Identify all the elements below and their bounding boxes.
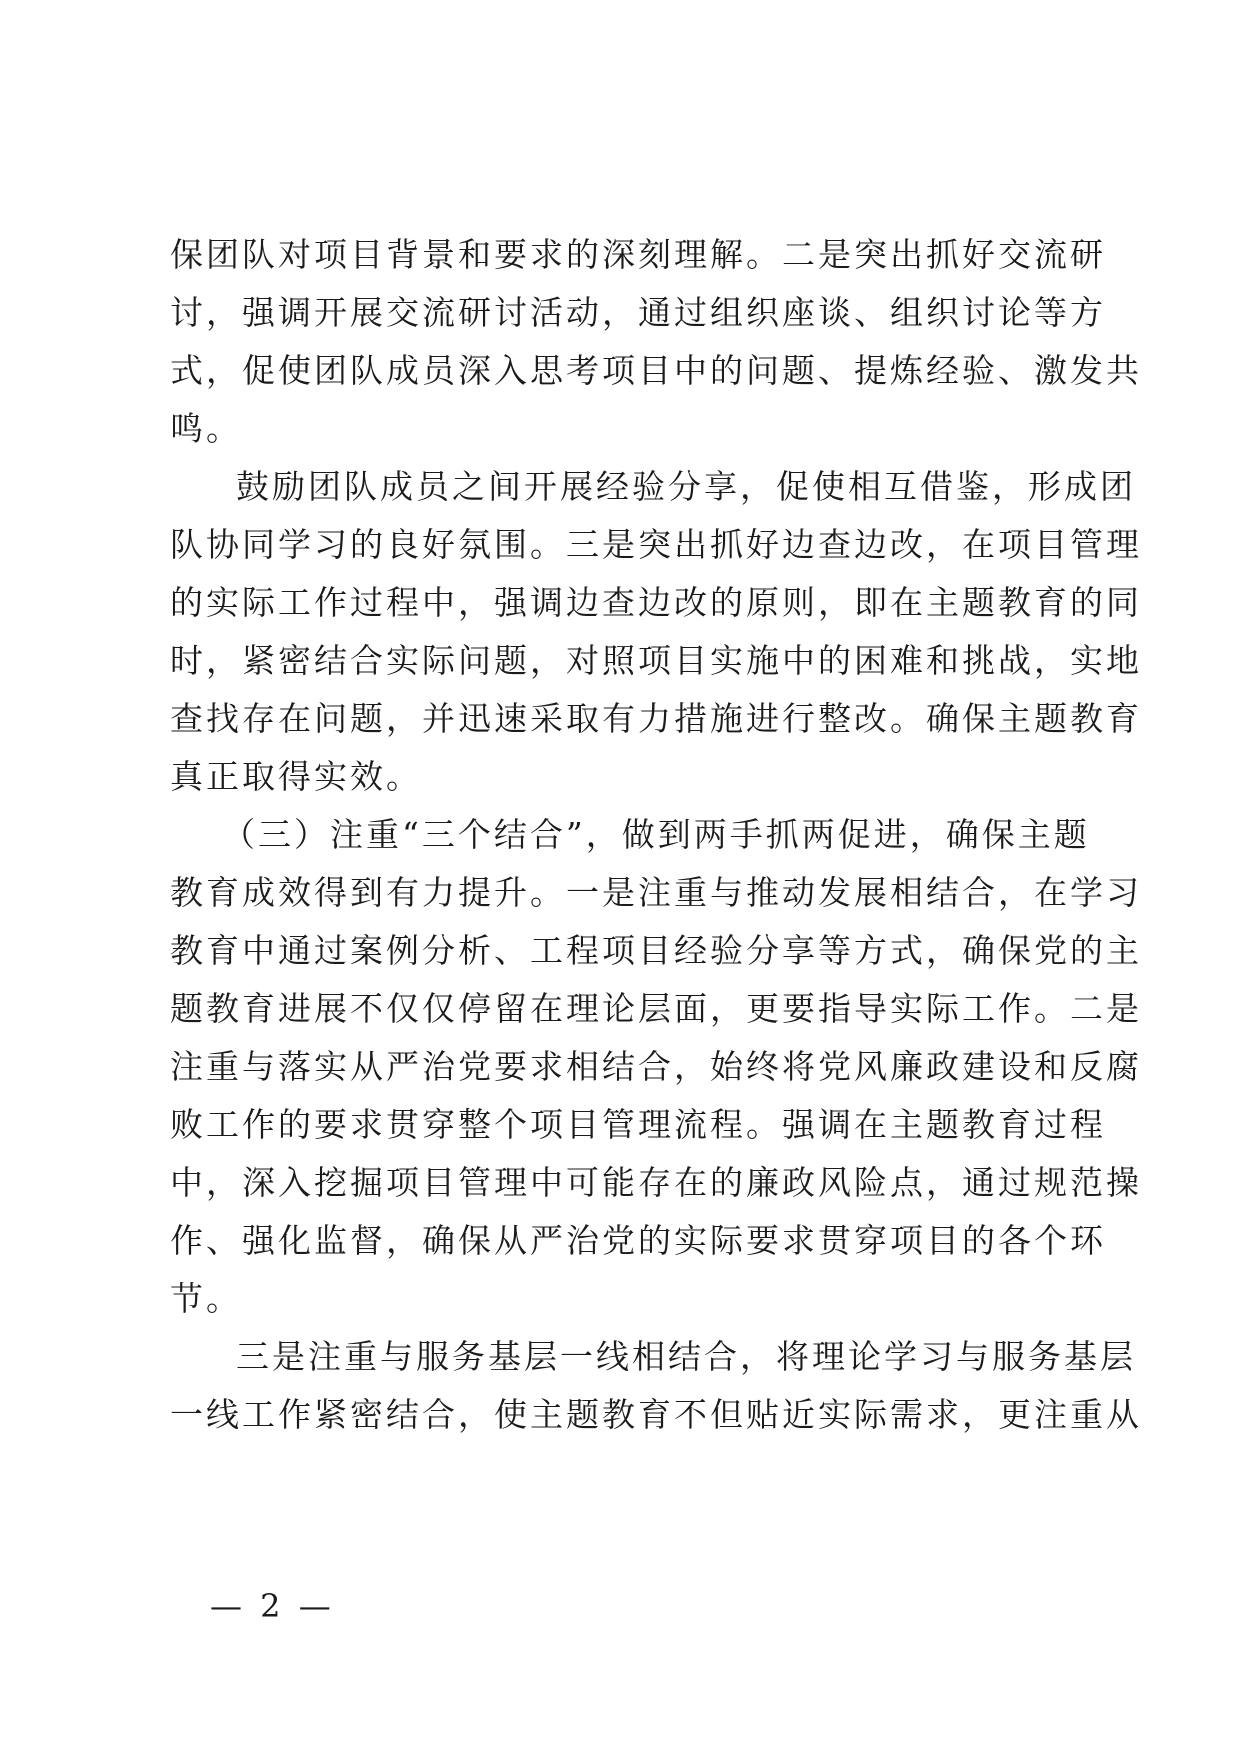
text-line: 三是注重与服务基层一线相结合，将理论学习与服务基层 bbox=[236, 1337, 1136, 1376]
text-line: 注重与落实从严治党要求相结合，始终将党风廉政建设和反腐 bbox=[170, 1047, 1142, 1086]
text-line: （三）注重“三个结合”，做到两手抓两促进，确保主题 bbox=[222, 815, 1090, 854]
text-line: 鸣。 bbox=[170, 409, 242, 448]
paragraph-4 bbox=[170, 1328, 1142, 1444]
text-line: 作、强化监督，确保从严治党的实际要求贯穿项目的各个环 bbox=[170, 1221, 1106, 1260]
paragraph-3 bbox=[170, 806, 1142, 1328]
paragraph-2 bbox=[170, 458, 1142, 806]
text-line: 队协同学习的良好氛围。三是突出抓好边查边改，在项目管理 bbox=[170, 525, 1142, 564]
text-line: 讨，强调开展交流研讨活动，通过组织座谈、组织讨论等方 bbox=[170, 293, 1106, 332]
text-line: 节。 bbox=[170, 1279, 242, 1318]
text-line: 式，促使团队成员深入思考项目中的问题、提炼经验、激发共 bbox=[170, 351, 1142, 390]
paragraph-1 bbox=[170, 226, 1142, 458]
text-line: 一线工作紧密结合，使主题教育不但贴近实际需求，更注重从 bbox=[170, 1395, 1142, 1434]
text-line: 真正取得实效。 bbox=[170, 757, 422, 796]
text-line: 中，深入挖掘项目管理中可能存在的廉政风险点，通过规范操 bbox=[170, 1163, 1142, 1202]
page-number: — 2 — bbox=[210, 1587, 335, 1625]
text-line: 查找存在问题，并迅速采取有力措施进行整改。确保主题教育 bbox=[170, 699, 1142, 738]
text-line: 教育成效得到有力提升。一是注重与推动发展相结合，在学习 bbox=[170, 873, 1142, 912]
text-line: 题教育进展不仅仅停留在理论层面，更要指导实际工作。二是 bbox=[170, 989, 1142, 1028]
text-line: 败工作的要求贯穿整个项目管理流程。强调在主题教育过程 bbox=[170, 1105, 1106, 1144]
body-text bbox=[170, 226, 1142, 1444]
text-line: 鼓励团队成员之间开展经验分享，促使相互借鉴，形成团 bbox=[236, 467, 1136, 506]
text-line: 保团队对项目背景和要求的深刻理解。二是突出抓好交流研 bbox=[170, 235, 1106, 274]
text-line: 教育中通过案例分析、工程项目经验分享等方式，确保党的主 bbox=[170, 931, 1142, 970]
text-line: 时，紧密结合实际问题，对照项目实施中的困难和挑战，实地 bbox=[170, 641, 1142, 680]
text-line: 的实际工作过程中，强调边查边改的原则，即在主题教育的同 bbox=[170, 583, 1142, 622]
